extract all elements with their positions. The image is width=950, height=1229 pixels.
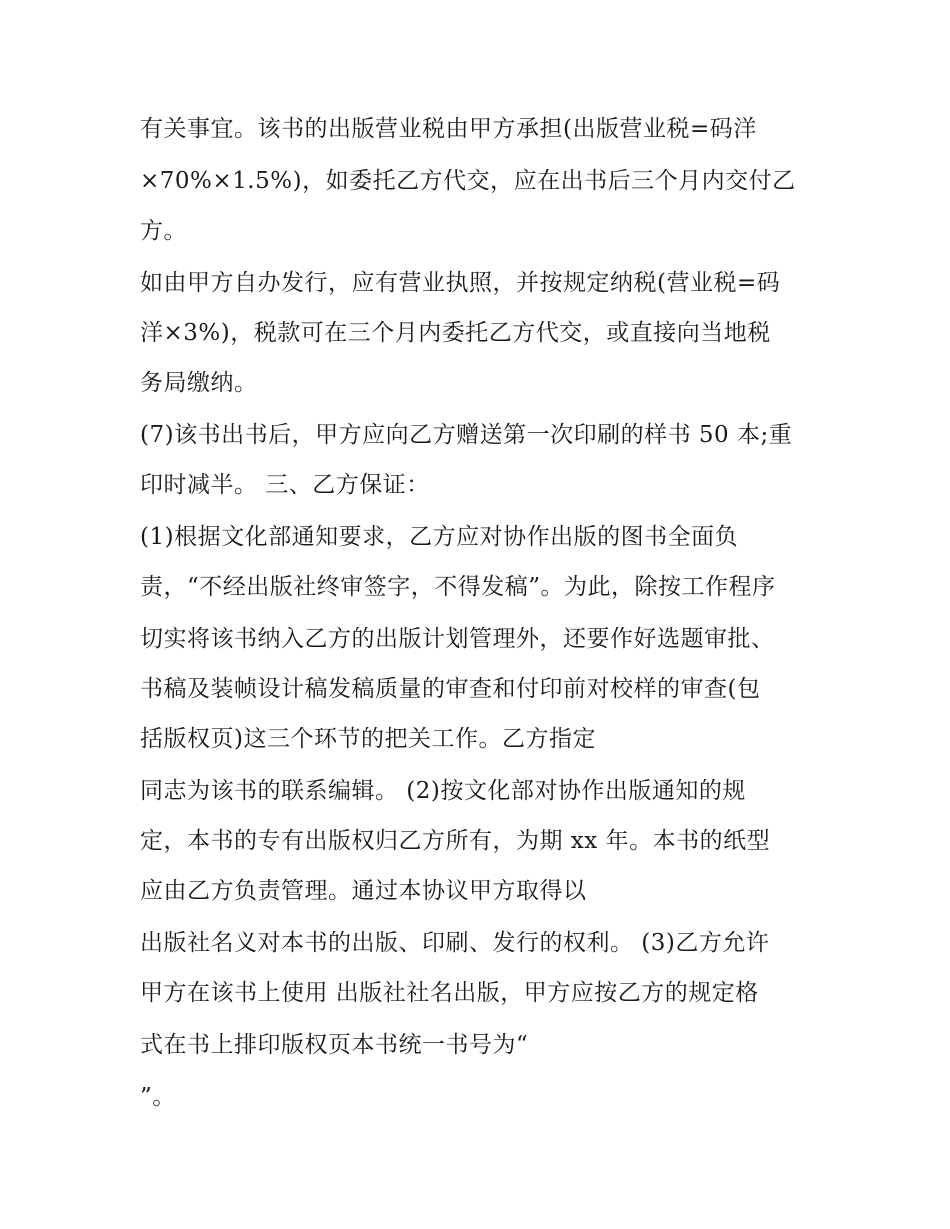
body-text-line: 切实将该书纳入乙方的出版计划管理外，还要作好选题审批、: [140, 626, 775, 652]
body-text-line: ”。: [140, 1084, 176, 1110]
body-text-line: 出版社名义对本书的出版、印刷、发行的权利。 (3)乙方允许: [140, 930, 770, 956]
body-text-line: (7)该书出书后，甲方应向乙方赠送第一次印刷的样书 50 本;重: [140, 422, 793, 448]
body-text-line: 括版权页)这三个环节的把关工作。乙方指定: [140, 726, 596, 752]
body-text-line: 甲方在该书上使用 出版社社名出版，甲方应按乙方的规定格: [140, 980, 759, 1006]
body-text-line: 责，“不经出版社终审签字，不得发稿”。为此，除按工作程序: [140, 574, 776, 600]
body-text-line: 定，本书的专有出版权归乙方所有，为期 xx 年。本书的纸型: [140, 828, 771, 854]
body-text-line: 书稿及装帧设计稿发稿质量的审查和付印前对校样的审查(包: [140, 676, 761, 702]
body-text-line: ×70%×1.5%)，如委托乙方代交，应在出书后三个月内交付乙: [140, 168, 796, 194]
body-text-line: 式在书上排印版权页本书统一书号为“: [140, 1032, 529, 1058]
body-text-line: 务局缴纳。: [140, 370, 258, 396]
body-text-line: 方。: [140, 218, 187, 244]
body-text-line: 同志为该书的联系编辑。 (2)按文化部对协作出版通知的规: [140, 778, 746, 804]
body-text-line: (1)根据文化部通知要求，乙方应对协作出版的图书全面负: [140, 524, 739, 550]
body-text-line: 如由甲方自办发行，应有营业执照，并按规定纳税(营业税=码: [140, 270, 781, 296]
body-text-line: 应由乙方负责管理。通过本协议甲方取得以: [140, 878, 587, 904]
body-text-line: 印时减半。 三、乙方保证：: [140, 472, 430, 498]
body-text-line: 洋×3%)，税款可在三个月内委托乙方代交，或直接向当地税: [140, 320, 771, 346]
body-text-line: 有关事宜。该书的出版营业税由甲方承担(出版营业税=码洋: [140, 116, 757, 142]
